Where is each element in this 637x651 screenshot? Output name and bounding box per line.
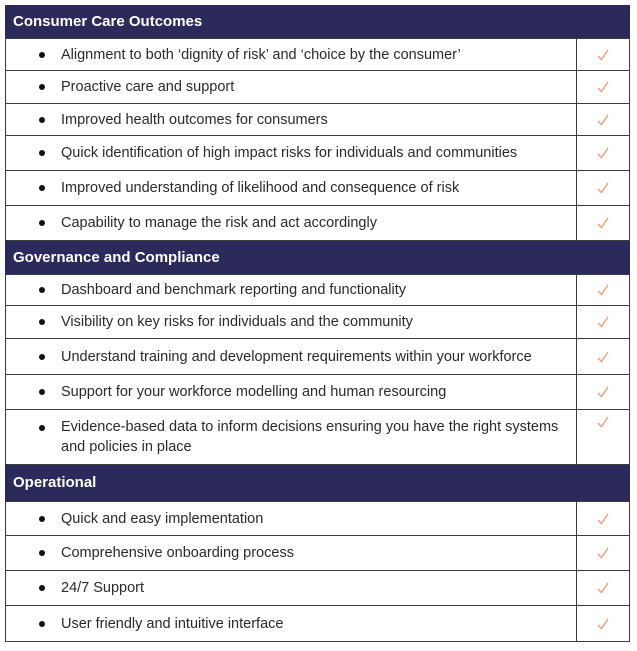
section-header: Operational: [5, 465, 630, 501]
bullet-icon: [39, 117, 45, 123]
bullet-icon: [39, 185, 45, 191]
row-text: Comprehensive onboarding process: [61, 545, 294, 561]
table-row: [5, 306, 630, 339]
check-icon: [577, 275, 629, 305]
table-row: [5, 206, 630, 241]
bullet-icon: [39, 319, 45, 325]
row-text: 24/7 Support: [61, 580, 145, 596]
bullet-icon: [39, 585, 45, 591]
bullet-icon: [39, 52, 45, 58]
row-text: Alignment to both ‘dignity of risk’ and ‘choice by the consumer’: [61, 46, 461, 63]
check-icon: [577, 206, 629, 240]
check-icon: [577, 571, 629, 605]
table-row: [5, 38, 630, 71]
row-text: Evidence-based data to inform decisions ensuring you have the right systems and policies in place: [61, 419, 559, 455]
bullet-icon: [39, 621, 45, 627]
table-row: [5, 171, 630, 206]
table-row: [5, 536, 630, 571]
check-icon: [577, 606, 629, 641]
table-row: [5, 606, 630, 642]
bullet-icon: [39, 389, 45, 395]
bullet-icon: [39, 550, 45, 556]
check-icon: [577, 104, 629, 135]
row-text: Quick identification of high impact risks for individuals and communities: [61, 145, 518, 161]
row-text: Understand training and development requirements within your workforce: [61, 348, 532, 365]
bullet-icon: [39, 354, 45, 360]
row-text: User friendly and intuitive interface: [61, 615, 284, 632]
table-row: [5, 104, 630, 136]
section-header: Consumer Care Outcomes: [5, 5, 630, 38]
check-icon: [577, 71, 629, 103]
row-text: Visibility on key risks for individuals and the community: [61, 314, 413, 330]
bullet-icon: [39, 84, 45, 90]
table-row: [5, 375, 630, 410]
table-row: [5, 136, 630, 171]
check-icon: [577, 171, 629, 205]
check-icon: [577, 375, 629, 409]
table-row: [5, 410, 630, 465]
row-text: Support for your workforce modelling and human resourcing: [61, 384, 447, 400]
table-row: [5, 501, 630, 536]
row-text: Capability to manage the risk and act accordingly: [61, 215, 377, 231]
row-text: Dashboard and benchmark reporting and functionality: [61, 282, 406, 298]
check-icon: [577, 536, 629, 570]
outcomes-table: [5, 5, 630, 642]
table-row: [5, 339, 630, 375]
check-icon: [577, 502, 629, 535]
check-icon: [577, 39, 629, 70]
row-text: Improved health outcomes for consumers: [61, 111, 328, 128]
check-icon: [577, 306, 629, 338]
bullet-icon: [39, 425, 45, 431]
check-icon: [577, 339, 629, 374]
table-row: [5, 71, 630, 104]
table-row: [5, 274, 630, 306]
check-icon: [577, 410, 629, 464]
check-icon: [577, 136, 629, 170]
bullet-icon: [39, 220, 45, 226]
bullet-icon: [39, 287, 45, 293]
section-header: Governance and Compliance: [5, 241, 630, 274]
bullet-icon: [39, 150, 45, 156]
table-row: [5, 571, 630, 606]
bullet-icon: [39, 516, 45, 522]
row-text: Quick and easy implementation: [61, 510, 264, 527]
row-text: Improved understanding of likelihood and consequence of risk: [61, 180, 460, 196]
row-text: Proactive care and support: [61, 79, 235, 95]
